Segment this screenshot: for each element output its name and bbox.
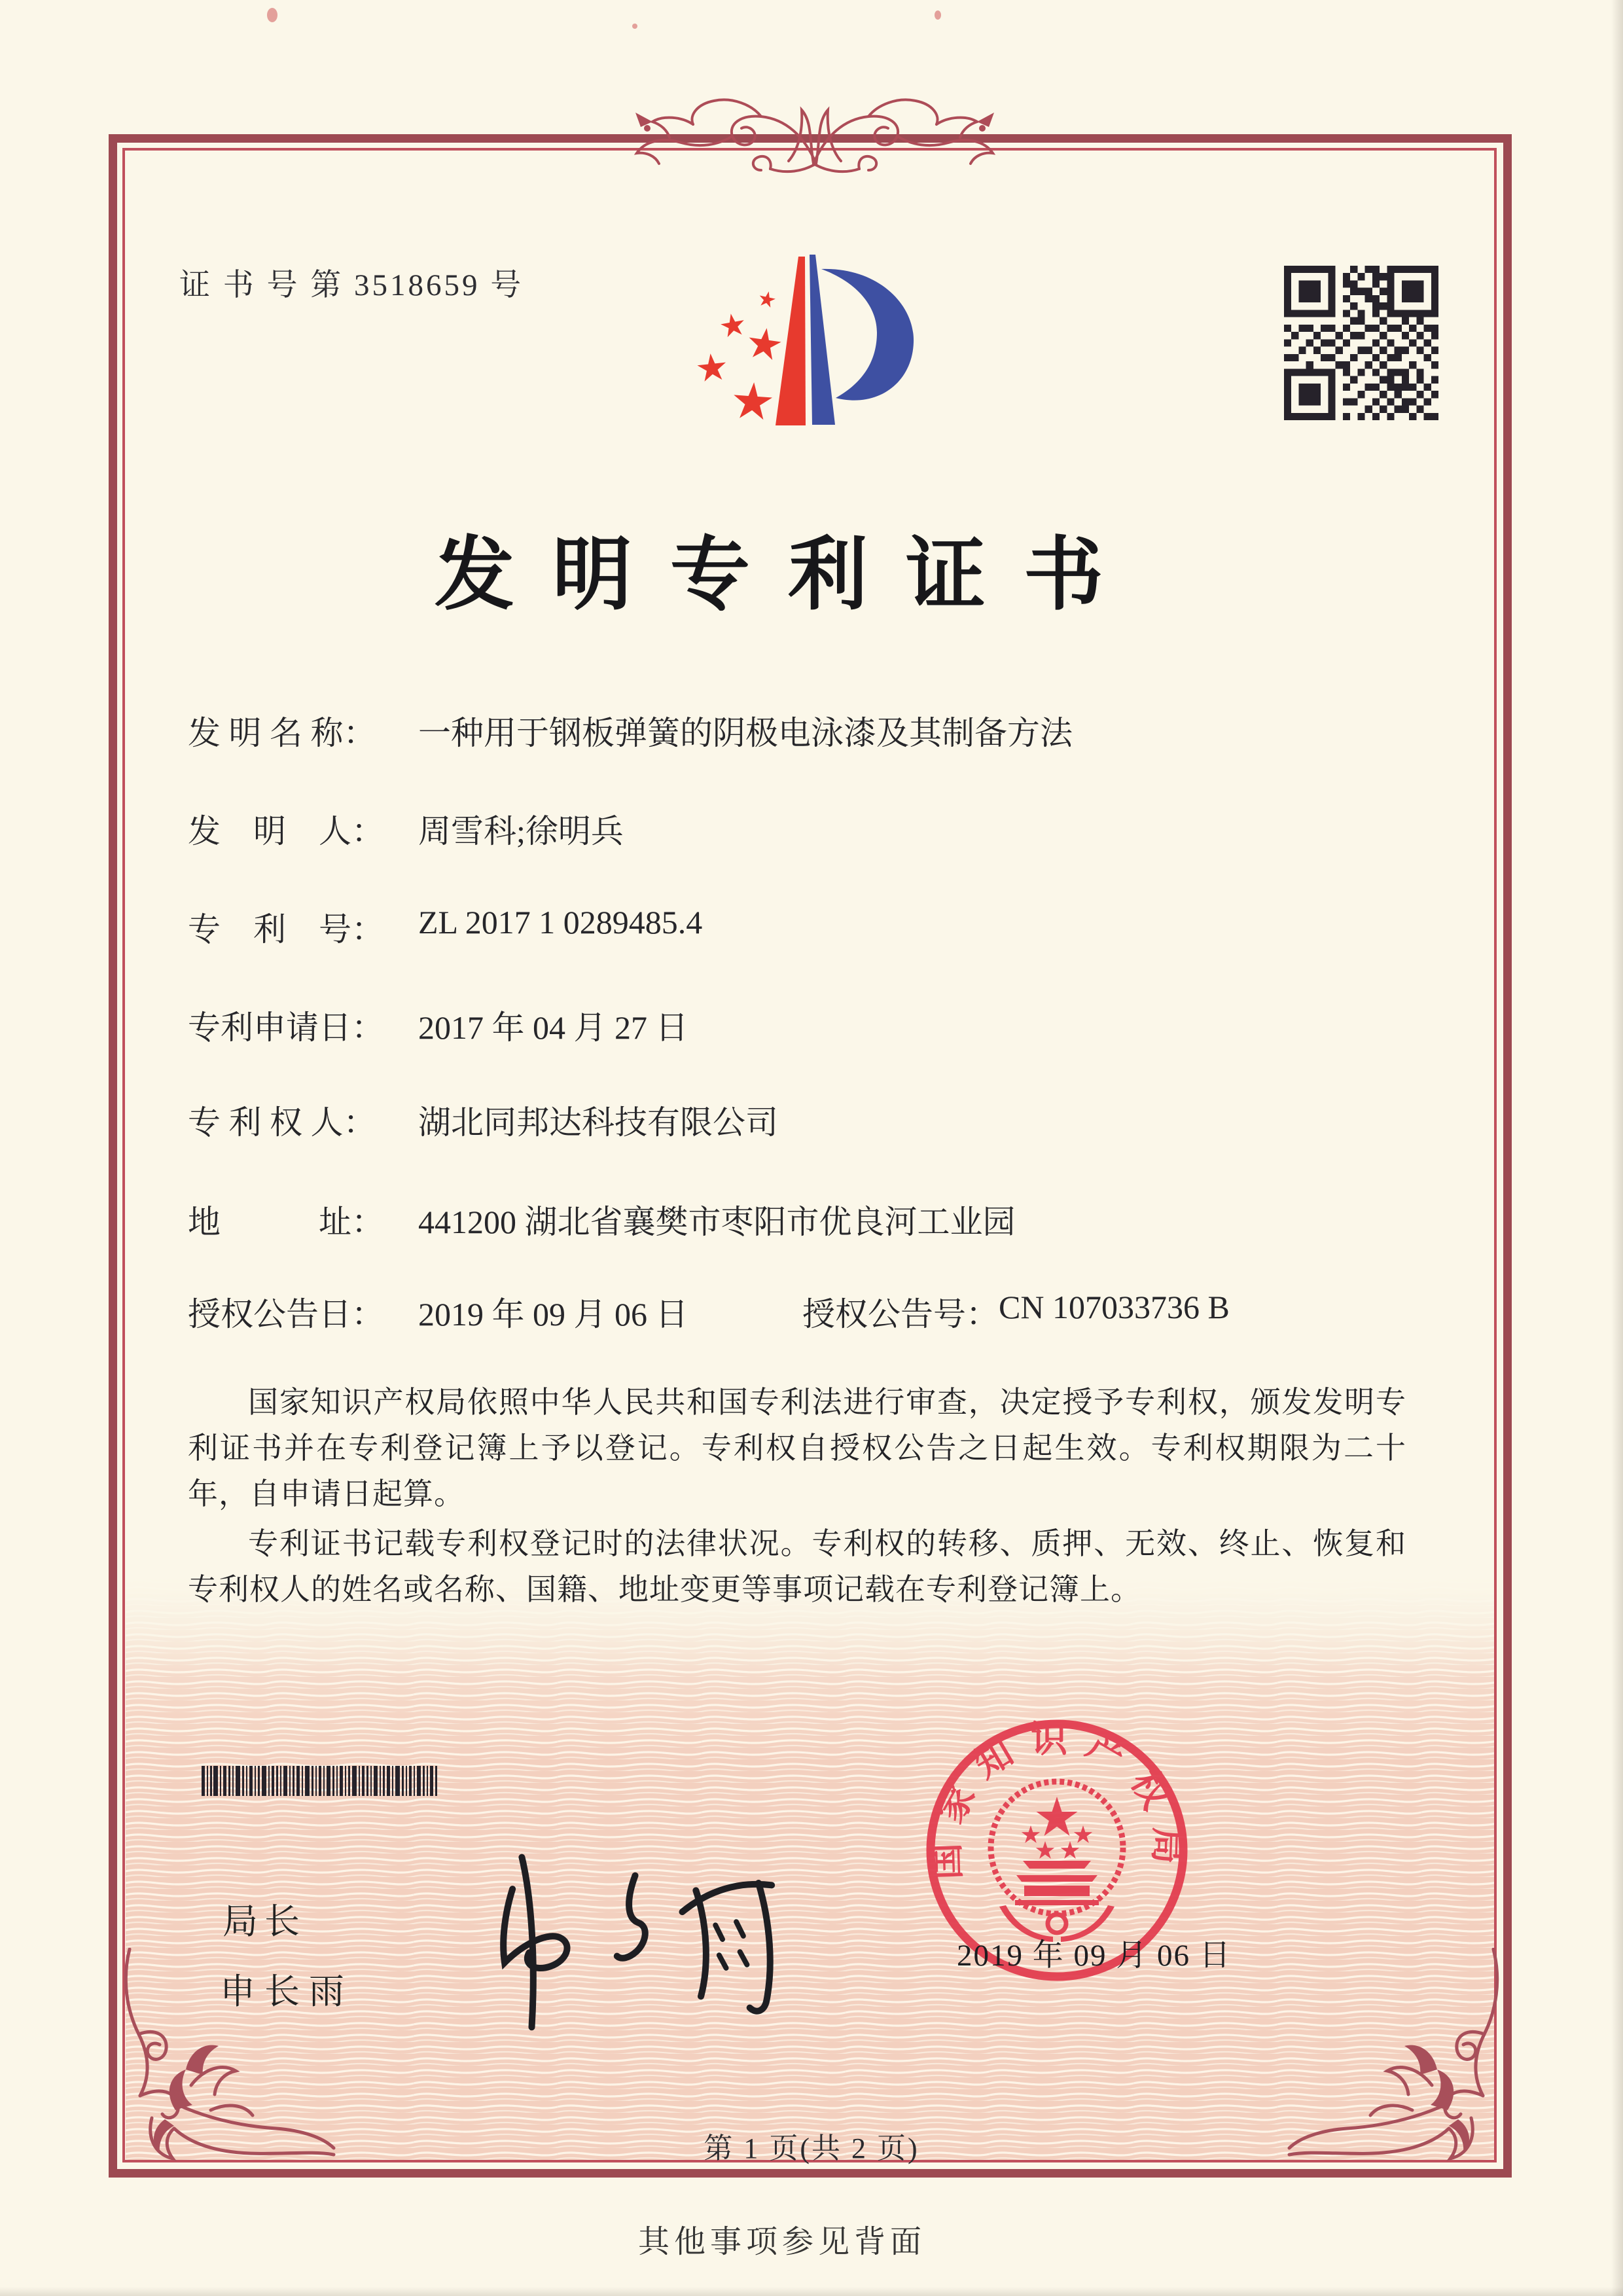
legal-paragraph-2: 专利证书记载专利权登记时的法律状况。专利权的转移、质押、无效、终止、恢复和专利权人的姓名或名称、国籍、地址变更等事项记载在专利登记簿上。 xyxy=(188,1527,1406,1606)
field-row-invention-name xyxy=(188,707,1073,754)
field-label: 授权公告日： xyxy=(188,1296,384,1333)
field-row-patentee xyxy=(188,1096,778,1143)
certificate-title: 发明专利证书 xyxy=(435,531,1141,620)
scan-edge-shadow xyxy=(1611,0,1623,2296)
field-label: 专 利 权 人： xyxy=(188,1104,376,1141)
certificate-number: 证 书 号 第 3518659 号 xyxy=(179,268,524,302)
field-row-filing-date xyxy=(188,1001,688,1049)
field-label: 发 明 名 称： xyxy=(188,715,376,751)
field-label: 授权公告号： xyxy=(802,1296,999,1333)
seal-agency-text: 国家知识产权局 xyxy=(925,1719,1188,1880)
cnipa-logo xyxy=(681,247,929,444)
scan-artifact xyxy=(267,8,277,22)
seal-date: 2019 年 09 月 06 日 xyxy=(957,1939,1232,1973)
logo-blue-crescent xyxy=(821,269,914,401)
field-row-patent-number xyxy=(188,903,702,950)
logo-blue-wedge xyxy=(810,255,835,425)
field-row-grant-date xyxy=(188,1288,688,1335)
scan-artifact xyxy=(632,24,637,29)
director-signature xyxy=(452,1829,844,2052)
field-value: CN 107033736 B xyxy=(999,1289,1230,1325)
corner-flourish-ornament xyxy=(1275,1948,1510,2174)
field-value: 一种用于钢板弹簧的阴极电泳漆及其制备方法 xyxy=(418,715,1073,751)
field-row-inventor xyxy=(188,805,624,852)
field-value: 湖北同邦达科技有限公司 xyxy=(418,1104,778,1141)
scan-artifact xyxy=(935,10,941,20)
director-name-label: 申长雨 xyxy=(220,1972,353,2011)
field-row-address xyxy=(188,1196,1016,1243)
director-title-label: 局长 xyxy=(223,1902,306,1941)
field-label: 专利申请日： xyxy=(188,1009,384,1046)
field-label: 发 明 人： xyxy=(188,813,384,850)
field-row-grant-number xyxy=(802,1288,1230,1335)
qr-code xyxy=(1284,266,1438,420)
field-value: ZL 2017 1 0289485.4 xyxy=(418,904,703,941)
field-value: 周雪科;徐明兵 xyxy=(418,813,624,850)
field-label: 地 址： xyxy=(188,1204,384,1240)
scan-edge-shadow xyxy=(0,2287,1623,2296)
back-side-note: 其他事项参见背面 xyxy=(638,2225,927,2259)
legal-paragraph-1: 国家知识产权局依照中华人民共和国专利法进行审查，决定授予专利权，颁发发明专利证书并在专利登记簿上予以登记。专利权自授权公告之日起生效。专利权期限为二十年，自申请日起算。 xyxy=(188,1386,1406,1511)
field-value: 441200 湖北省襄樊市枣阳市优良河工业园 xyxy=(418,1204,1016,1240)
barcode xyxy=(202,1766,437,1796)
field-value: 2017 年 04 月 27 日 xyxy=(418,1009,688,1046)
field-label: 专 利 号： xyxy=(188,911,384,948)
logo-red-wedge xyxy=(776,257,806,425)
page-indicator: 第 1 页(共 2 页) xyxy=(704,2132,919,2164)
field-value: 2019 年 09 月 06 日 xyxy=(418,1296,688,1333)
dragon-flourish-ornament xyxy=(566,90,1063,195)
national-emblem xyxy=(991,1782,1123,1942)
